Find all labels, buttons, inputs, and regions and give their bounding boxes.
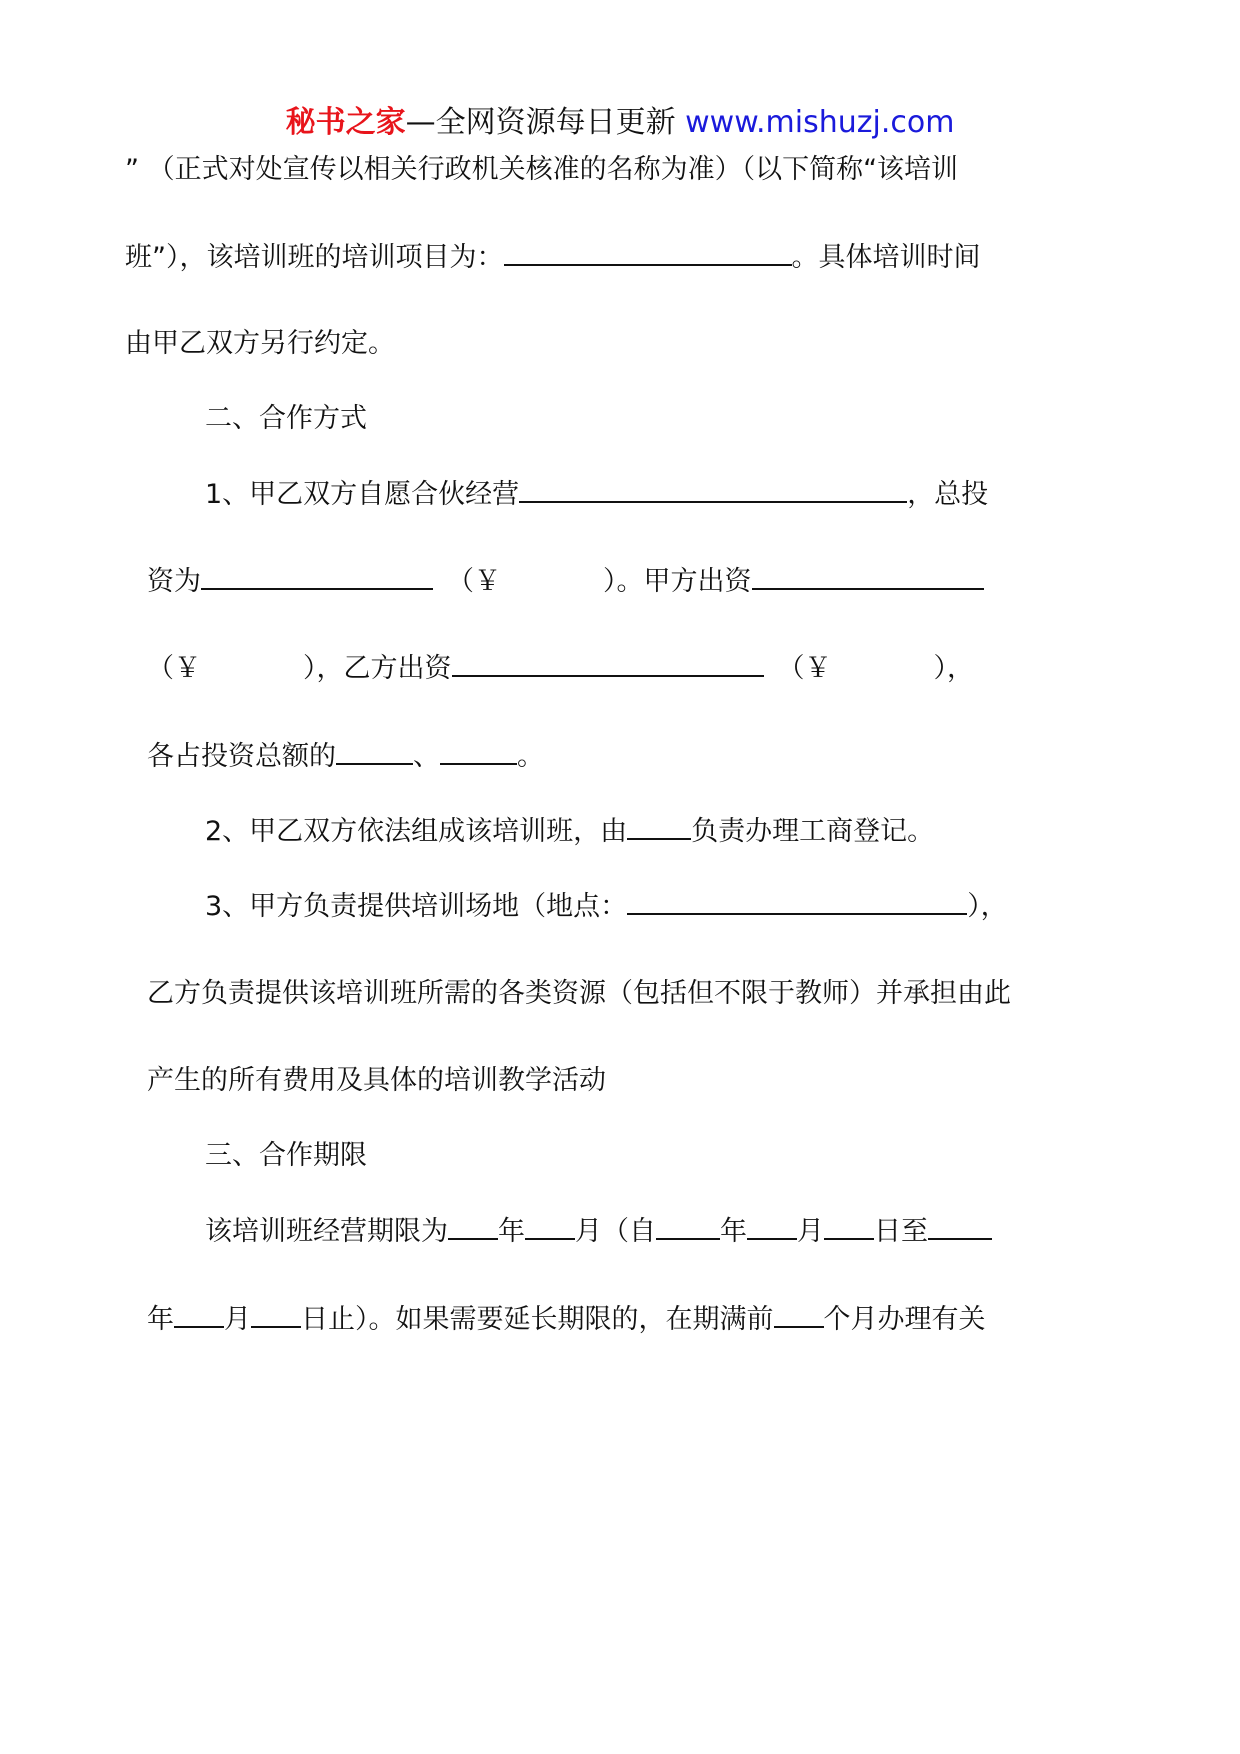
page-header <box>0 103 1240 143</box>
text-segment: 、 <box>413 741 440 772</box>
blank-field-location[interactable] <box>627 887 967 915</box>
blank-field-end-month[interactable] <box>174 1300 224 1328</box>
text-segment: 由甲乙双方另行约定。 <box>125 328 395 359</box>
header-url[interactable]: www.mishuzj.com <box>685 105 955 140</box>
blank-field-ratio-a[interactable] <box>336 737 413 765</box>
header-brand: 秘书之家 <box>285 105 406 140</box>
paragraph-line <box>205 475 988 514</box>
text-segment: ），乙方出资 <box>303 653 452 684</box>
paragraph-line <box>147 562 984 601</box>
text-segment: 月 <box>797 1216 824 1247</box>
text-segment: ）。甲方出资 <box>603 566 752 597</box>
text-segment: 月 <box>224 1304 251 1335</box>
blank-field-party-a[interactable] <box>752 562 984 590</box>
text-segment: 个月办理有关 <box>823 1304 986 1335</box>
text-segment: 产生的所有费用及具体的培训教学活动 <box>147 1065 606 1096</box>
text-segment: 班”），该培训班的培训项目为： <box>125 242 504 273</box>
paragraph-line <box>205 887 1008 926</box>
blank-field-notice-months[interactable] <box>774 1300 824 1328</box>
blank-field-end-year[interactable] <box>928 1212 992 1240</box>
text-segment: 2、甲乙双方依法组成该培训班，由 <box>205 816 628 847</box>
blank-field-ratio-b[interactable] <box>440 737 517 765</box>
text-segment: 月（自 <box>575 1216 656 1247</box>
blank-field-registrant[interactable] <box>627 812 691 840</box>
blank-field-start-day[interactable] <box>824 1212 874 1240</box>
paragraph-line <box>147 649 974 688</box>
paragraph-line <box>147 1062 606 1100</box>
text-segment: 乙方负责提供该培训班所需的各类资源（包括但不限于教师）并承担由此 <box>147 978 1011 1009</box>
paragraph-line <box>147 1300 986 1339</box>
paragraph-line <box>147 737 544 776</box>
blank-field-months[interactable] <box>525 1212 575 1240</box>
section-heading <box>205 400 367 438</box>
text-segment: ）， <box>967 891 1008 922</box>
blank-field-total[interactable] <box>201 562 433 590</box>
text-segment: 。具体培训时间 <box>791 242 981 273</box>
text-segment: ，总投 <box>907 479 989 510</box>
text-segment: 日至 <box>874 1216 928 1247</box>
text-segment: 各占投资总额的 <box>147 741 336 772</box>
text-segment: 年 <box>498 1216 525 1247</box>
section-title: 二、合作方式 <box>205 403 367 434</box>
paragraph-line <box>125 238 981 277</box>
paragraph-line <box>205 812 934 851</box>
text-segment: ）， <box>933 653 974 684</box>
text-segment: 年 <box>720 1216 747 1247</box>
text-segment: （￥ <box>147 653 201 684</box>
text-segment: 日止）。如果需要延长期限的，在期满前 <box>301 1304 774 1335</box>
paragraph-line <box>147 975 1011 1013</box>
text-segment: 资为 <box>147 566 201 597</box>
header-tagline: —全网资源每日更新 <box>405 105 686 140</box>
text-segment: （￥ <box>447 566 501 597</box>
paragraph-line <box>125 151 958 189</box>
blank-field-end-day[interactable] <box>251 1300 301 1328</box>
section-heading <box>205 1137 367 1175</box>
blank-field-years[interactable] <box>448 1212 498 1240</box>
text-segment: 1、甲乙双方自愿合伙经营 <box>205 479 520 510</box>
text-segment: 年 <box>147 1304 174 1335</box>
text-segment: 该培训班经营期限为 <box>205 1216 448 1247</box>
blank-field-business[interactable] <box>519 475 907 503</box>
blank-field-project[interactable] <box>504 238 792 266</box>
blank-field-start-year[interactable] <box>656 1212 720 1240</box>
paragraph-line <box>125 325 395 363</box>
text-segment: 3、甲方负责提供培训场地（地点： <box>205 891 628 922</box>
text-segment: （￥ <box>777 653 832 684</box>
section-title: 三、合作期限 <box>205 1140 367 1171</box>
paragraph-line <box>205 1212 992 1251</box>
text-segment: 负责办理工商登记。 <box>691 816 935 847</box>
blank-field-start-month[interactable] <box>747 1212 797 1240</box>
text-segment: ” （正式对处宣传以相关行政机关核准的名称为准）（以下简称“该培训 <box>125 154 959 185</box>
blank-field-party-b[interactable] <box>452 649 764 677</box>
text-segment: 。 <box>517 741 544 772</box>
